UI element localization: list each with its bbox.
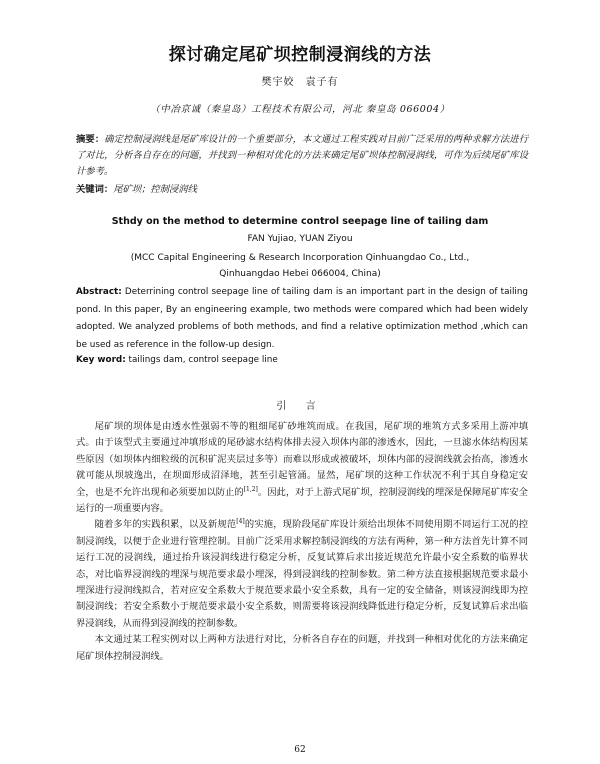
keywords-label-en: Key word:	[76, 355, 126, 365]
affiliation-english	[0, 250, 600, 282]
abstract-label-cn: 摘要：	[76, 134, 105, 145]
paragraph-1-end: 。因此，对于上游式尾矿坝，控制浸润线的埋深是保障尾矿库安全运行的一项重要内容。	[76, 486, 528, 515]
paragraph-3: 本文通过某工程实例对以上两种方法进行对比，分析各自存在的问题，并找到一种相对优化的方法来确定尾矿坝体控制浸润线。	[76, 634, 528, 662]
citation-4: [4]	[236, 518, 245, 526]
paragraph-1-text: 尾矿坝的坝体是由透水性强弱不等的粗细尾矿砂堆筑而成。在我国，尾矿坝的堆筑方式多采用上游冲填式。由于该型式主要通过冲填形成的尾砂滤水结构体排去浸入坝体内部的渗透水，因此，一旦滤水体结构因某些原因（如坝体内细粒级的沉积矿泥夹层过多等）而难以形成或被破坏，坝体内部的浸润线就会抬高，渗透水就可能从坝坡逸出，在坝面形成沼泽地，甚至引起管涌。显然，尾矿坝的这种工作状况不利于其自身稳定安全，也是不允许出现和必须要加以防止的	[76, 421, 528, 498]
body-text	[76, 419, 528, 665]
paragraph-2-start: 随着多年的实践积累，以及新规范	[94, 519, 237, 531]
citation-1-2: [1,2]	[243, 485, 258, 493]
abstract-label-en: Abstract:	[76, 287, 122, 297]
paper-title: 探讨确定尾矿坝控制浸润线的方法	[168, 45, 432, 65]
affiliation-en-line2: Qinhuangdao Hebei 066004, China)	[219, 269, 381, 279]
section-heading-introduction: 引 言	[276, 401, 324, 412]
keywords-label-cn: 关键词：	[76, 184, 114, 195]
keywords-text-cn: 尾矿坝；控制浸润线	[113, 184, 197, 195]
paragraph-2-text: 的实施，现阶段尾矿库设计须给出坝体不同使用期不同运行工况的控制浸润线，以便于企业进行管理控制。目前广泛采用求解控制浸润线的方法有两种，第一种方法首先计算不同运行工况的浸润线，通过抬升该浸润线进行稳定分析，反复试算后求出接近规范允许最小安全系数的临界状态，对比临界浸润线的埋深与规范要求最小埋深，得到浸润线的控制参数。第二种方法直接根据规范要求最小埋深进行浸润线拟合，若对应安全系数大于规范要求最小安全系数，具有一定的安全储备，则该浸润线即为控制浸润线；若安全系数小于规范要求最小安全系数，则需要将该浸润线降低进行稳定分析，反复试算后求出临界浸润线，从而得到浸润线的控制参数。	[76, 519, 528, 629]
abstract-chinese	[76, 132, 528, 180]
paragraph-1	[76, 419, 528, 517]
keywords-text-en: tailings dam, control seepage line	[125, 355, 278, 365]
page-number: 62	[294, 745, 306, 755]
abstract-english	[76, 284, 528, 354]
paragraph-2	[76, 517, 528, 632]
abstract-text-cn: 确定控制浸润线是尾矿库设计的一个重要部分，本文通过工程实践对目前广泛采用的两种求解方法进行了对比，分析各自存在的问题，并找到一种相对优化的方法来确定尾矿坝体控制浸润线，可作为后续尾矿库设计参考。	[76, 134, 528, 177]
keywords-chinese	[76, 182, 528, 198]
affiliation-chinese: （中冶京诚（秦皇岛）工程技术有限公司，河北 秦皇岛 066004）	[150, 104, 450, 115]
authors-english: FAN Yujiao, YUAN Ziyou	[247, 234, 353, 244]
abstract-text-en: Deterrining control seepage line of tailing dam is an important part in the design of tailing pond. In this paper, By an engineering example, two methods were compared which had been widely adopted. We analyzed problems of both methods, and find a relative optimization method ,which can be used as reference in the follow-up design.	[76, 287, 528, 350]
authors-chinese: 樊宇姣 袁子有	[261, 77, 339, 88]
keywords-english	[76, 355, 528, 365]
paper-title-english: Sthdy on the method to determine control seepage line of tailing dam	[111, 216, 489, 227]
affiliation-en-line1: (MCC Capital Engineering & Research Incorporation Qinhuangdao Co., Ltd.,	[130, 253, 470, 263]
